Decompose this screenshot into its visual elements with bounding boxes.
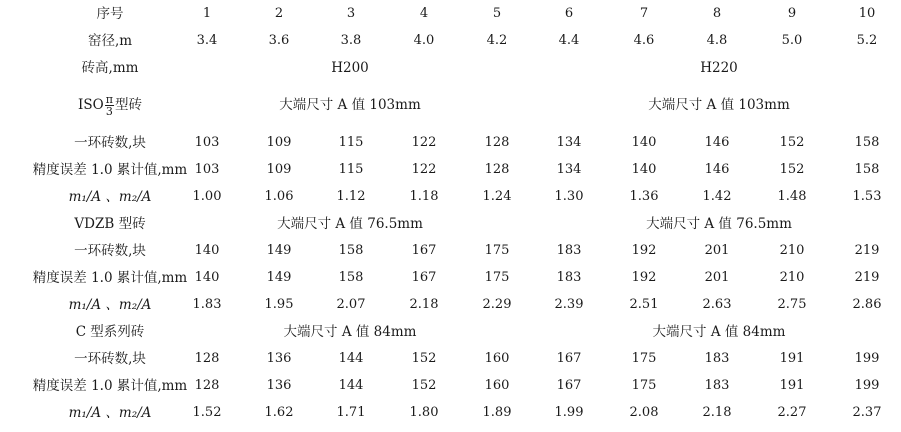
table-cell: 2.29 <box>482 297 512 312</box>
table-cell: 158 <box>854 135 880 150</box>
table-cell: 4 <box>419 6 429 21</box>
table-cell: 1.53 <box>852 189 882 204</box>
table-cell: 1.71 <box>336 405 366 420</box>
table-cell: 183 <box>556 270 582 285</box>
table-cell: 152 <box>779 162 805 177</box>
table-cell: 1.95 <box>264 297 294 312</box>
table-cell: 2.08 <box>629 405 659 420</box>
row-label: m₁/A 、m₂/A <box>68 405 152 421</box>
table-cell: 5.0 <box>781 33 803 48</box>
table-row <box>0 28 901 54</box>
table-cell: 1.89 <box>482 405 512 420</box>
table-cell: 2.18 <box>409 297 439 312</box>
table-row <box>0 292 901 318</box>
row-label: m₁/A 、m₂/A <box>68 297 152 313</box>
table-cell: 115 <box>338 135 364 150</box>
table-cell: 175 <box>631 351 657 366</box>
table-cell: 1.24 <box>482 189 512 204</box>
table-cell: 140 <box>194 243 220 258</box>
table-row <box>0 211 901 237</box>
table-cell: 134 <box>556 162 582 177</box>
table-row <box>0 373 901 399</box>
table-cell: 1.36 <box>629 189 659 204</box>
table-cell: 146 <box>704 162 730 177</box>
table-cell: 128 <box>484 162 510 177</box>
table-cell: 2.18 <box>702 405 732 420</box>
table-row <box>0 130 901 156</box>
table-cell: 152 <box>779 135 805 150</box>
table-cell: 1 <box>202 6 212 21</box>
table-cell: 160 <box>484 351 510 366</box>
table-cell: 1.12 <box>336 189 366 204</box>
table-cell: 4.4 <box>558 33 580 48</box>
table-cell: 167 <box>556 351 582 366</box>
table-cell: 1.83 <box>192 297 222 312</box>
table-cell: 115 <box>338 162 364 177</box>
table-cell: 109 <box>266 135 292 150</box>
table-cell: 8 <box>712 6 722 21</box>
table-cell: 2.37 <box>852 405 882 420</box>
group-span-cell: 大端尺寸 A 值 103mm <box>648 97 790 113</box>
table-cell: 183 <box>556 243 582 258</box>
table-cell: 152 <box>411 378 437 393</box>
table-cell: 167 <box>556 378 582 393</box>
table-cell: 219 <box>854 243 880 258</box>
table-cell: 3.6 <box>268 33 290 48</box>
table-cell: 210 <box>779 243 805 258</box>
table-cell: 1.99 <box>554 405 584 420</box>
group-span-cell: 大端尺寸 A 值 76.5mm <box>277 216 423 232</box>
table-cell: 140 <box>194 270 220 285</box>
table-cell: 1.06 <box>264 189 294 204</box>
table-row <box>0 400 901 426</box>
table-cell: 201 <box>704 270 730 285</box>
table-cell: 128 <box>484 135 510 150</box>
table-cell: 167 <box>411 270 437 285</box>
table-cell: 210 <box>779 270 805 285</box>
row-label: 窑径,m <box>87 33 133 49</box>
table-cell: 183 <box>704 378 730 393</box>
table-cell: 122 <box>411 162 437 177</box>
table-cell: 3.8 <box>340 33 362 48</box>
table-cell: 2.27 <box>777 405 807 420</box>
table-cell: 201 <box>704 243 730 258</box>
table-cell: 144 <box>338 351 364 366</box>
row-label: 砖高,mm <box>81 60 139 76</box>
row-label: 一环砖数,块 <box>74 243 146 259</box>
table-cell: 136 <box>266 351 292 366</box>
table-cell: 158 <box>338 243 364 258</box>
table-cell: 4.6 <box>633 33 655 48</box>
table-cell: 10 <box>858 6 876 21</box>
table-cell: 140 <box>631 135 657 150</box>
table-cell: 128 <box>194 351 220 366</box>
table-cell: 5 <box>492 6 502 21</box>
table-cell: 2.07 <box>336 297 366 312</box>
label-suffix: 型砖 <box>114 97 142 113</box>
row-label: 精度误差 1.0 累计值,mm <box>32 162 188 178</box>
table-cell: 1.48 <box>777 189 807 204</box>
table-row <box>0 55 901 81</box>
table-cell: 1.00 <box>192 189 222 204</box>
table-cell: 149 <box>266 270 292 285</box>
row-label <box>78 87 142 123</box>
table-row <box>0 87 901 123</box>
group-span-cell: 大端尺寸 A 值 76.5mm <box>646 216 792 232</box>
table-cell: 134 <box>556 135 582 150</box>
table-cell: 167 <box>411 243 437 258</box>
row-label: 序号 <box>96 6 124 22</box>
table-cell: 183 <box>704 351 730 366</box>
table-cell: 4.8 <box>706 33 728 48</box>
table-cell: 2.63 <box>702 297 732 312</box>
table-row <box>0 184 901 210</box>
table-cell: 199 <box>854 351 880 366</box>
fraction-numerator: π <box>105 93 113 106</box>
table-row <box>0 265 901 291</box>
table-cell: 2.75 <box>777 297 807 312</box>
group-span-cell: 大端尺寸 A 值 103mm <box>279 97 421 113</box>
table-cell: 1.42 <box>702 189 732 204</box>
table-row <box>0 319 901 345</box>
table-cell: 3 <box>346 6 356 21</box>
table-cell: 1.18 <box>409 189 439 204</box>
table-cell: 192 <box>631 243 657 258</box>
table-cell: 103 <box>194 135 220 150</box>
table-cell: 3.4 <box>196 33 218 48</box>
table-cell: 136 <box>266 378 292 393</box>
table-cell: 7 <box>639 6 649 21</box>
table-row <box>0 1 901 27</box>
table-cell: 192 <box>631 270 657 285</box>
table-cell: 9 <box>787 6 797 21</box>
fraction-denominator: 3 <box>105 105 113 118</box>
group-span-cell: H200 <box>331 60 369 76</box>
table-cell: 2 <box>274 6 284 21</box>
table-cell: 2.86 <box>852 297 882 312</box>
table-cell: 1.62 <box>264 405 294 420</box>
row-label: 一环砖数,块 <box>74 351 146 367</box>
table-cell: 1.80 <box>409 405 439 420</box>
table-cell: 175 <box>484 243 510 258</box>
table-cell: 146 <box>704 135 730 150</box>
table-cell: 158 <box>854 162 880 177</box>
table-cell: 158 <box>338 270 364 285</box>
table-cell: 175 <box>631 378 657 393</box>
table-cell: 4.0 <box>413 33 435 48</box>
table-cell: 4.2 <box>486 33 508 48</box>
group-span-cell: 大端尺寸 A 值 84mm <box>652 324 786 340</box>
table-cell: 1.30 <box>554 189 584 204</box>
table-cell: 128 <box>194 378 220 393</box>
table-cell: 199 <box>854 378 880 393</box>
table-cell: 175 <box>484 270 510 285</box>
table-cell: 160 <box>484 378 510 393</box>
table-cell: 1.52 <box>192 405 222 420</box>
table-row <box>0 157 901 183</box>
table-cell: 191 <box>779 378 805 393</box>
table-cell: 152 <box>411 351 437 366</box>
table-cell: 122 <box>411 135 437 150</box>
row-label: 精度误差 1.0 累计值,mm <box>32 378 188 394</box>
table-cell: 5.2 <box>856 33 878 48</box>
table-row <box>0 238 901 264</box>
pi-over-three-fraction <box>105 94 114 117</box>
table-cell: 144 <box>338 378 364 393</box>
table-cell: 103 <box>194 162 220 177</box>
table-cell: 109 <box>266 162 292 177</box>
row-label: m₁/A 、m₂/A <box>68 189 152 205</box>
table-cell: 191 <box>779 351 805 366</box>
label-prefix: ISO <box>78 97 104 113</box>
table-cell: 149 <box>266 243 292 258</box>
table-cell: 2.39 <box>554 297 584 312</box>
row-label: 精度误差 1.0 累计值,mm <box>32 270 188 286</box>
row-label: VDZB 型砖 <box>74 216 146 232</box>
group-span-cell: 大端尺寸 A 值 84mm <box>283 324 417 340</box>
table-cell: 6 <box>564 6 574 21</box>
table-cell: 2.51 <box>629 297 659 312</box>
table-cell: 140 <box>631 162 657 177</box>
row-label: 一环砖数,块 <box>74 135 146 151</box>
table-row <box>0 346 901 372</box>
table-cell: 219 <box>854 270 880 285</box>
group-span-cell: H220 <box>700 60 738 76</box>
row-label: C 型系列砖 <box>75 324 145 340</box>
